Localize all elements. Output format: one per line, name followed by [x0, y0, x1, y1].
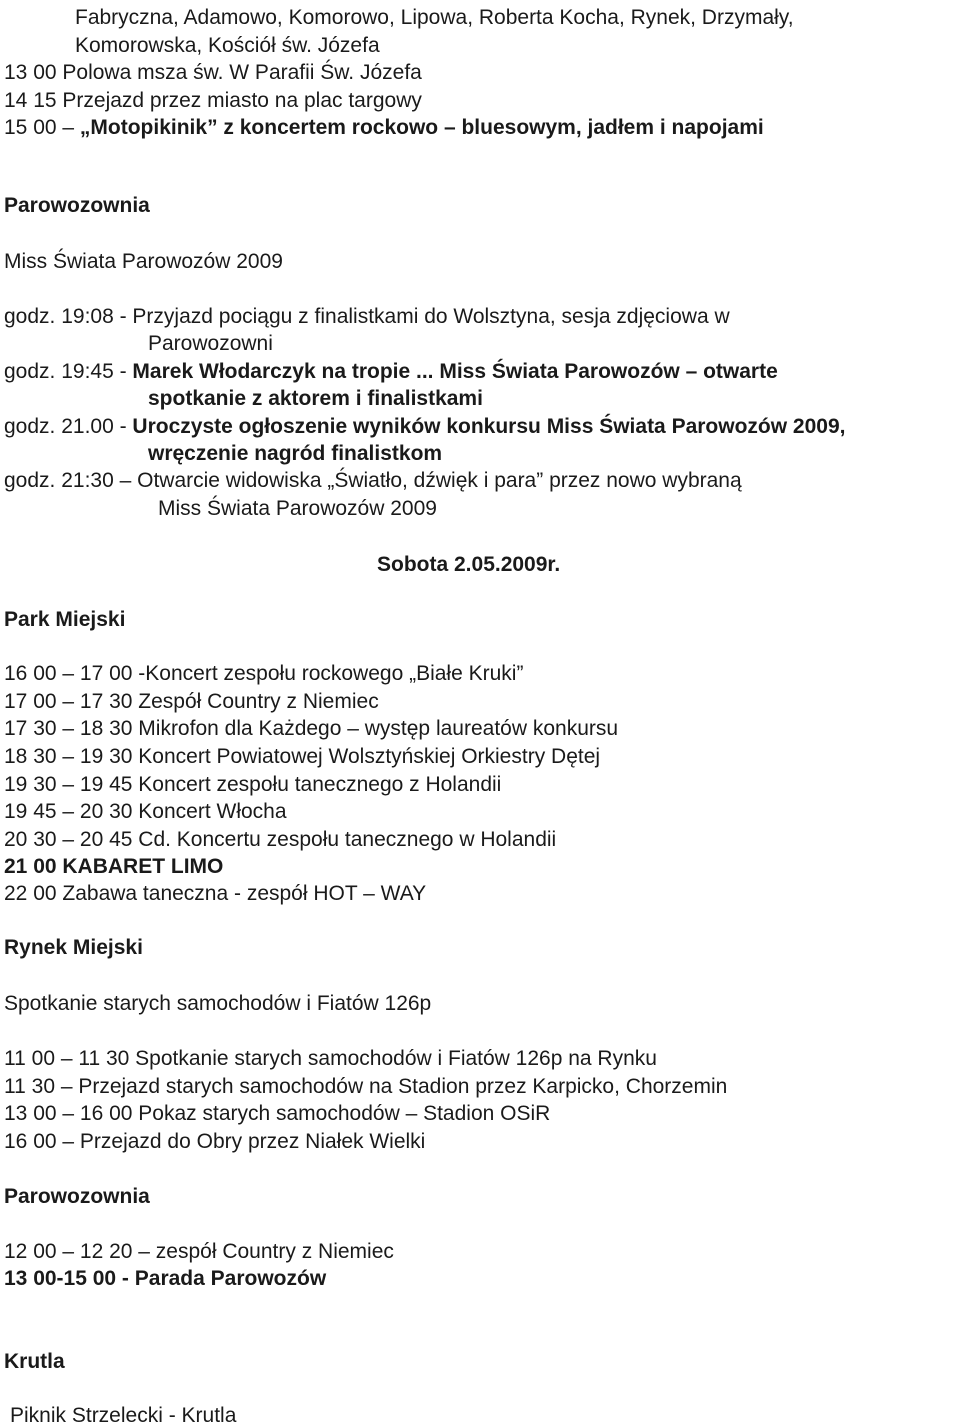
event-3-desc-cont: wręczenie nagród finalistkom: [148, 442, 443, 465]
intro-line-5: [4, 116, 764, 140]
krutla-item: Piknik Strzelecki - Krutla: [10, 1404, 237, 1427]
rynek-item: 11 00 – 11 30 Spotkanie starych samochodów i Fiatów 126p na Rynku: [4, 1047, 657, 1070]
section-subtitle-miss: Miss Świata Parowozów 2009: [4, 250, 283, 273]
park-item: 17 00 – 17 30 Zespół Country z Niemiec: [4, 690, 379, 713]
park-item: 19 30 – 19 45 Koncert zespołu tanecznego z Holandii: [4, 773, 502, 796]
intro-line-5-title: „Motopikinik” z koncertem rockowo – bluesowym, jadłem i napojami: [79, 116, 764, 139]
park-item: 20 30 – 20 45 Cd. Koncertu zespołu tanecznego w Holandii: [4, 828, 557, 851]
event-3-desc: Uroczyste ogłoszenie wyników konkursu Miss Świata Parowozów 2009,: [132, 415, 846, 438]
event-2-time: godz. 19:45 -: [4, 360, 133, 383]
parowozownia-2-item: 12 00 – 12 20 – zespół Country z Niemiec: [4, 1240, 394, 1263]
intro-line-1: Fabryczna, Adamowo, Komorowo, Lipowa, Roberta Kocha, Rynek, Drzymały,: [75, 6, 794, 29]
rynek-item: 13 00 – 16 00 Pokaz starych samochodów – Stadion OSiR: [4, 1102, 551, 1125]
parowozownia-2-parada: 13 00-15 00 - Parada Parowozów: [4, 1267, 327, 1290]
park-item: 16 00 – 17 00 -Koncert zespołu rockowego „Białe Kruki”: [4, 662, 524, 685]
event-4: godz. 21:30 – Otwarcie widowiska „Światło, dźwięk i para” przez nowo wybraną: [4, 469, 742, 492]
day-heading: Sobota 2.05.2009r.: [377, 553, 561, 576]
event-1: [4, 305, 730, 329]
event-3: [4, 415, 845, 439]
park-item-last: 22 00 Zabawa taneczna - zespół HOT – WAY: [4, 882, 427, 905]
event-2: [4, 360, 778, 384]
park-item: 19 45 – 20 30 Koncert Włocha: [4, 800, 287, 823]
intro-line-5-time: 15 00 –: [4, 116, 80, 139]
section-subtitle-rynek: Spotkanie starych samochodów i Fiatów 126p: [4, 992, 432, 1015]
event-1-desc: Przyjazd pociągu z finalistkami do Wolsztyna, sesja zdjęciowa w: [132, 305, 730, 328]
event-2-desc-cont: spotkanie z aktorem i finalistkami: [148, 387, 483, 410]
intro-line-3: 13 00 Polowa msza św. W Parafii Św. Józefa: [4, 61, 422, 84]
park-kabaret: 21 00 KABARET LIMO: [4, 855, 224, 878]
section-heading-krutla: Krutla: [4, 1350, 65, 1373]
section-heading-parowozownia-2: Parowozownia: [4, 1185, 150, 1208]
section-heading-park: Park Miejski: [4, 608, 126, 631]
intro-line-4: 14 15 Przejazd przez miasto na plac targowy: [4, 89, 422, 112]
event-4-cont: Miss Świata Parowozów 2009: [158, 497, 437, 520]
event-1-time: godz. 19:08 -: [4, 305, 133, 328]
intro-line-2: Komorowska, Kościół św. Józefa: [75, 34, 380, 57]
rynek-item: 11 30 – Przejazd starych samochodów na Stadion przez Karpicko, Chorzemin: [4, 1075, 728, 1098]
park-item: 18 30 – 19 30 Koncert Powiatowej Wolsztyńskiej Orkiestry Dętej: [4, 745, 601, 768]
event-1-desc-cont: Parowozowni: [148, 332, 273, 355]
park-item: 17 30 – 18 30 Mikrofon dla Każdego – występ laureatów konkursu: [4, 717, 619, 740]
section-heading-parowozownia: Parowozownia: [4, 194, 150, 217]
section-heading-rynek: Rynek Miejski: [4, 936, 143, 959]
event-2-desc: Marek Włodarczyk na tropie ... Miss Świata Parowozów – otwarte: [132, 360, 778, 383]
event-3-time: godz. 21.00 -: [4, 415, 133, 438]
rynek-item: 16 00 – Przejazd do Obry przez Niałek Wielki: [4, 1130, 426, 1153]
